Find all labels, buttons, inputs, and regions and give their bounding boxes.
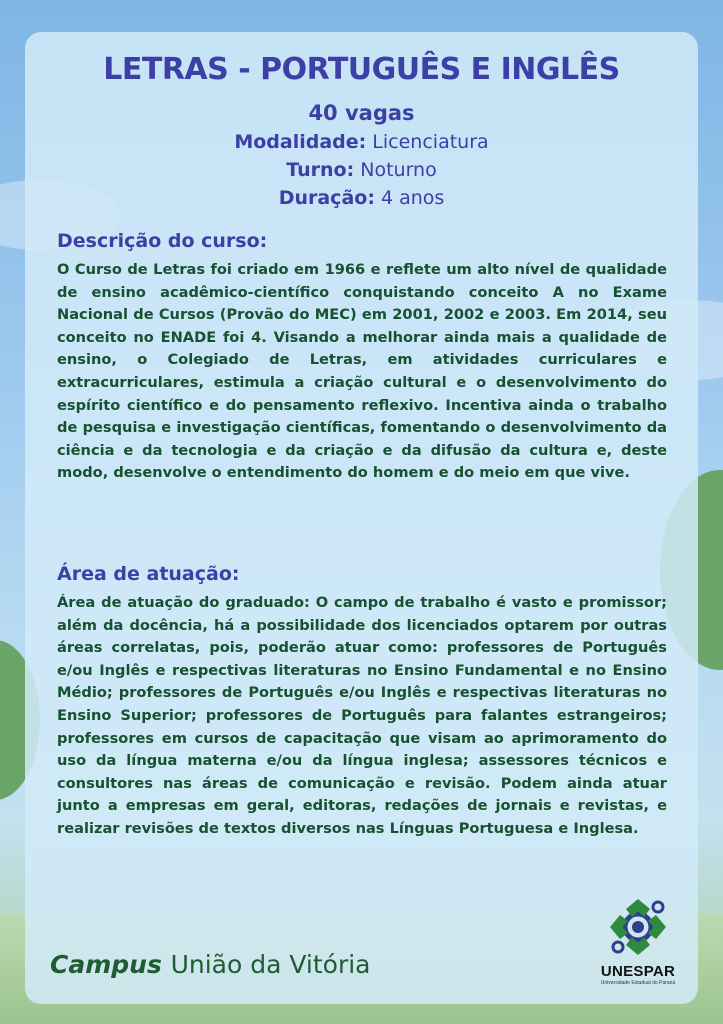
campus-city: União da Vitória	[170, 950, 371, 979]
unespar-logo	[592, 895, 684, 1000]
duracao-value: 4 anos	[380, 187, 445, 209]
turno-line	[0, 156, 723, 184]
turno-value: Noturno	[360, 159, 437, 181]
modalidade-value: Licenciatura	[372, 131, 489, 153]
campus-label: Campus	[50, 950, 162, 979]
atuacao-heading: Área de atuação:	[57, 563, 240, 585]
vagas-count: 40 vagas	[308, 101, 415, 125]
modalidade-label: Modalidade:	[234, 131, 367, 153]
atuacao-text: Área de atuação do graduado: O campo de trabalho é vasto e promissor; além da docência, há a possibilidade dos licenciados optarem por outras áreas correlatas, pois, poderão atuar como: professores de Português e/ou Inglês e respectivas literaturas no Ensino Fundamental e no Ensino Médio; professores de Português e/ou Inglês e respectivas literaturas no Ensino Superior; professores de Português para falantes estrangeiros; professores em cursos de capacitação que visam ao aprimoramento do uso da língua materna e/ou da língua inglesa; assessores técnicos e consultores nas áreas de comunicação e revisão. Podem ainda atuar junto a empresas em geral, editoras, redações de jornais e revistas, e realizar revisões de textos diversos nas Línguas Portuguesa e Inglesa.	[57, 594, 667, 837]
turno-label: Turno:	[286, 159, 355, 181]
modalidade-line	[0, 128, 723, 156]
course-title: LETRAS - PORTUGUÊS E INGLÊS	[103, 52, 620, 87]
logo-subtitle: Universidade Estadual do Paraná	[600, 980, 676, 986]
descricao-heading: Descrição do curso:	[57, 230, 268, 252]
descricao-text: O Curso de Letras foi criado em 1966 e reflete um alto nível de qualidade de ensino acadêmico-científico conquistando conceito A no Exame Nacional de Cursos (Provão do MEC) em 2001, 2002 e 2003. Em 2014, seu conceito no ENADE foi 4. Visando a melhorar ainda mais a qualidade de ensino, o Colegiado de Letras, em atividades curriculares e extracurriculares, estimula a criação cultural e o desenvolvimento do espírito científico e do pensamento reflexivo. Incentiva ainda o trabalho de pesquisa e investigação científicas, fomentando o desenvolvimento da ciência e da tecnologia e da criação e da difusão da cultura e, deste modo, desenvolve o entendimento do homem e do meio em que vive.	[57, 261, 667, 482]
campus-name	[50, 950, 371, 979]
course-info	[0, 98, 723, 212]
unespar-logo-icon	[600, 895, 676, 959]
duracao-label: Duração:	[278, 187, 375, 209]
duracao-line	[0, 184, 723, 212]
logo-name: UNESPAR	[600, 963, 676, 980]
